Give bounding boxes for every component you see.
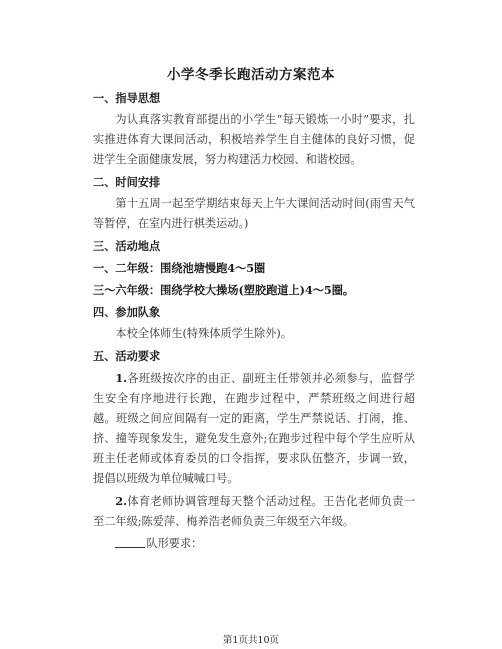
page-title: 小学冬季长跑活动方案范本 [167,67,335,83]
section-heading: 五、活动要求 [93,349,161,363]
section-paragraph: 本校全体师生(特殊体质学生除外)。 [115,327,292,340]
section-paragraph: 第十五周一起至学期结束每天上午大课间活动时间(雨雪天气等暂停，在室内进行棋类运动。) [93,197,415,230]
page-footer: 第1页共10页 [222,635,280,646]
location-line: 三～六年级：围绕学校大操场(塑胶跑道上)4～5圈。 [93,283,355,297]
item-number: 2. [115,494,128,508]
section-heading: 三、活动地点 [93,239,161,253]
item-text: 体育老师协调管理每天整个活动过程。王告化老师负责一至二年级;陈爱萍、梅养浩老师负责三年级至六年级。 [93,495,415,528]
item-number: 1. [115,371,128,385]
requirement-item [93,491,415,532]
item-text: 各班级按次序的由正、副班主任带领并必须参与，监督学生安全有序地进行长跑，在跑步过程中，严禁班级之间进行超越。班级之间应间隔有一定的距离，学生严禁说话、打闹，推、挤、撞等现象发生，避免发生意外;在跑步过程中每个学生应听从班主任老师或体育委员的口令指挥，要求队伍整齐，步调一致，提倡以班级为单位喊喊口号。 [93,372,415,485]
requirement-item [93,368,415,489]
item-text: 队形要求： [146,537,203,550]
section-paragraph: 为认真落实教育部提出的小学生“每天锻炼一小时”要求，扎实推进体育大课间活动，积极培养学生自主健体的良好习惯，促进学生全面健康发展，努力构建活力校园、和谐校园。 [93,113,415,166]
section-heading: 二、时间安排 [93,175,161,189]
requirement-item [93,534,415,554]
location-line: 一、二年级：围绕池塘慢跑4～5圈 [93,261,266,275]
blank-underline [115,547,145,548]
section-heading: 四、参加队象 [93,305,161,319]
section-heading: 一、指导思想 [93,91,161,105]
document-body [93,88,415,556]
